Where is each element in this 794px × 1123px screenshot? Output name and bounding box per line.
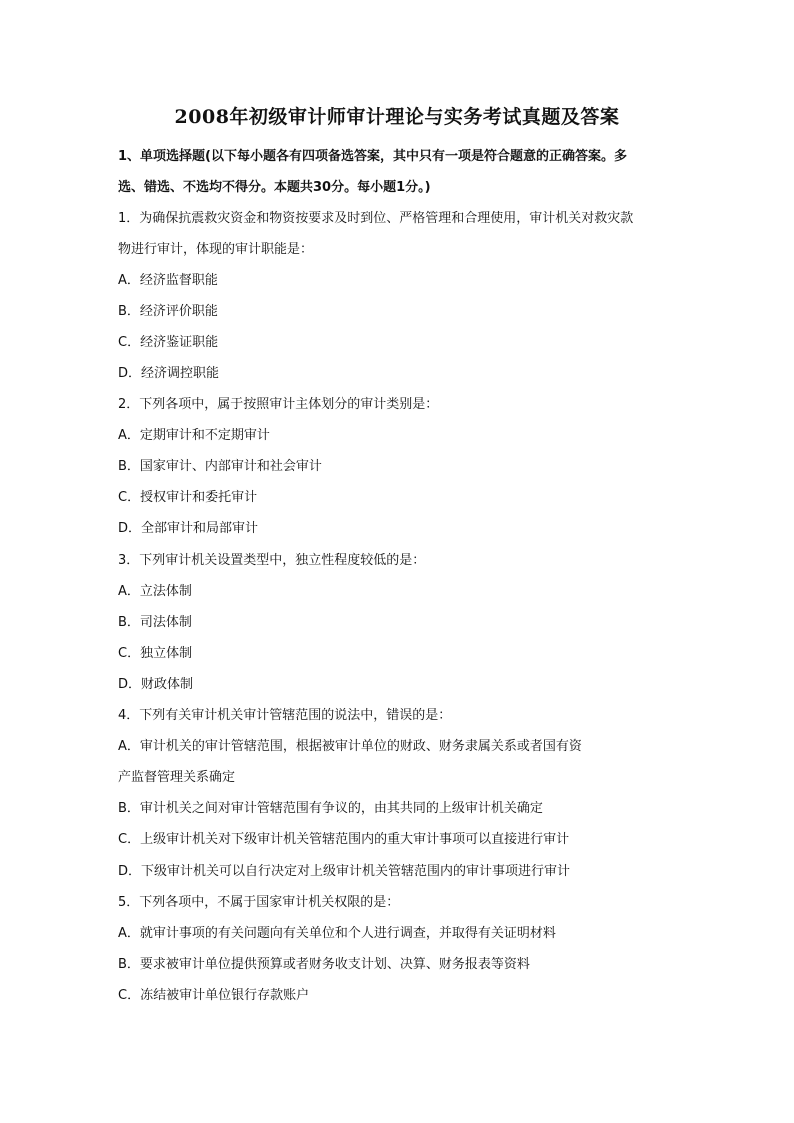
question-3-option-d: D．财政体制 xyxy=(118,677,194,692)
question-3-option-a: A．立法体制 xyxy=(118,584,192,599)
question-5-option-a: A．就审计事项的有关问题向有关单位和个人进行调查，并取得有关证明材料 xyxy=(118,926,556,941)
question-5-stem: 5．下列各项中，不属于国家审计机关权限的是： xyxy=(118,895,400,910)
question-4-option-d: D．下级审计机关可以自行决定对上级审计机关管辖范围内的审计事项进行审计 xyxy=(118,864,571,879)
question-1-option-a: A．经济监督职能 xyxy=(118,273,218,288)
question-4-stem: 4．下列有关审计机关审计管辖范围的说法中，错误的是： xyxy=(118,708,452,723)
question-3-stem: 3．下列审计机关设置类型中，独立性程度较低的是： xyxy=(118,553,426,568)
document-title: 2008年初级审计师审计理论与实务考试真题及答案 xyxy=(174,106,620,128)
section-heading-line-1: 1、单项选择题(以下每小题各有四项备选答案，其中只有一项是符合题意的正确答案。多 xyxy=(118,149,627,164)
question-1-stem-line-1: 1．为确保抗震救灾资金和物资按要求及时到位、严格管理和合理使用，审计机关对救灾款 xyxy=(118,211,634,226)
question-5-option-c: C．冻结被审计单位银行存款账户 xyxy=(118,988,310,1003)
question-1-stem-line-2: 物进行审计，体现的审计职能是： xyxy=(118,242,314,257)
question-1-option-d: D．经济调控职能 xyxy=(118,366,220,381)
question-5-option-b: B．要求被审计单位提供预算或者财务收支计划、决算、财务报表等资料 xyxy=(118,957,530,972)
question-4-option-b: B．审计机关之间对审计管辖范围有争议的，由其共同的上级审计机关确定 xyxy=(118,801,543,816)
question-4-option-c: C．上级审计机关对下级审计机关管辖范围内的重大审计事项可以直接进行审计 xyxy=(118,832,570,847)
question-2-stem: 2．下列各项中，属于按照审计主体划分的审计类别是： xyxy=(118,397,439,412)
question-2-option-a: A．定期审计和不定期审计 xyxy=(118,428,270,443)
question-2-option-b: B．国家审计、内部审计和社会审计 xyxy=(118,459,322,474)
section-heading-line-2: 选、错选、不选均不得分。本题共30分。每小题1分。) xyxy=(118,180,431,195)
question-4-option-a-line-1: A．审计机关的审计管辖范围，根据被审计单位的财政、财务隶属关系或者国有资 xyxy=(118,739,582,754)
question-1-option-b: B．经济评价职能 xyxy=(118,304,218,319)
question-2-option-d: D．全部审计和局部审计 xyxy=(118,521,259,536)
question-2-option-c: C．授权审计和委托审计 xyxy=(118,490,258,505)
question-1-option-c: C．经济鉴证职能 xyxy=(118,335,219,350)
question-3-option-c: C．独立体制 xyxy=(118,646,193,661)
question-3-option-b: B．司法体制 xyxy=(118,615,192,630)
question-4-option-a-line-2: 产监督管理关系确定 xyxy=(118,770,236,785)
